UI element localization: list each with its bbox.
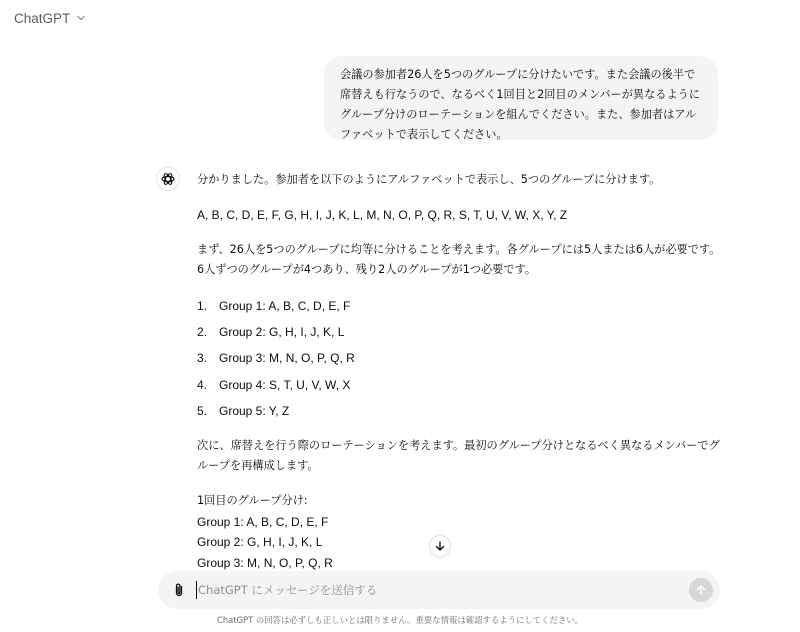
list-item: 5. Group 5: Y, Z	[197, 404, 290, 418]
text-caret	[196, 581, 197, 599]
arrow-up-icon	[695, 584, 707, 596]
chevron-down-icon	[76, 13, 86, 23]
arrow-down-icon	[434, 540, 446, 552]
openai-logo-icon	[156, 167, 180, 191]
model-selector[interactable]	[14, 8, 86, 28]
rotation-paragraph: 次に、席替えを行う際のローテーションを考えます。最初のグループ分けとなるべく異なるメンバーでグループを再構成します。	[197, 439, 720, 472]
model-name: ChatGPT	[14, 10, 71, 26]
plan-paragraph: まず、26人を5つのグループに均等に分けることを考えます。各グループには5人または6人が必要です。6人ずつのグループが4つあり、残り2人のグループが1つ必要です。	[197, 243, 721, 276]
send-button[interactable]	[689, 578, 713, 602]
list-item: 1. Group 1: A, B, C, D, E, F	[197, 299, 351, 313]
message-composer	[158, 571, 720, 609]
paperclip-icon	[171, 582, 187, 598]
assistant-intro: 分かりました。参加者を以下のようにアルファベットで表示し、5つのグループに分けます。	[197, 173, 661, 186]
list-item: 3. Group 3: M, N, O, P, Q, R	[197, 351, 355, 365]
list-item: 4. Group 4: S, T, U, V, W, X	[197, 378, 351, 392]
round1-line: Group 3: M, N, O, P, Q, R	[197, 556, 333, 570]
user-message-bubble: 会議の参加者26人を5つのグループに分けたいです。また会議の後半で席替えも行なうので、なるべく1回目と2回目のメンバーが異なるようにグループ分けのローテーションを組んでください。また、参加者はアルファベットで表示してください。	[324, 56, 718, 140]
disclaimer-text: ChatGPT の回答は必ずしも正しいとは限りません。重要な情報は確認するようにしてください。	[216, 615, 583, 625]
attach-button[interactable]	[169, 580, 189, 600]
round1-line: Group 2: G, H, I, J, K, L	[197, 535, 323, 549]
message-input[interactable]	[198, 580, 668, 600]
participants-list: A, B, C, D, E, F, G, H, I, J, K, L, M, N, O, P, Q, R, S, T, U, V, W, X, Y, Z	[197, 208, 568, 222]
round1-line: Group 1: A, B, C, D, E, F	[197, 515, 329, 529]
list-item: 2. Group 2: G, H, I, J, K, L	[197, 325, 345, 339]
scroll-to-bottom-button[interactable]	[429, 535, 451, 557]
round1-heading: 1回目のグループ分け:	[197, 494, 308, 507]
